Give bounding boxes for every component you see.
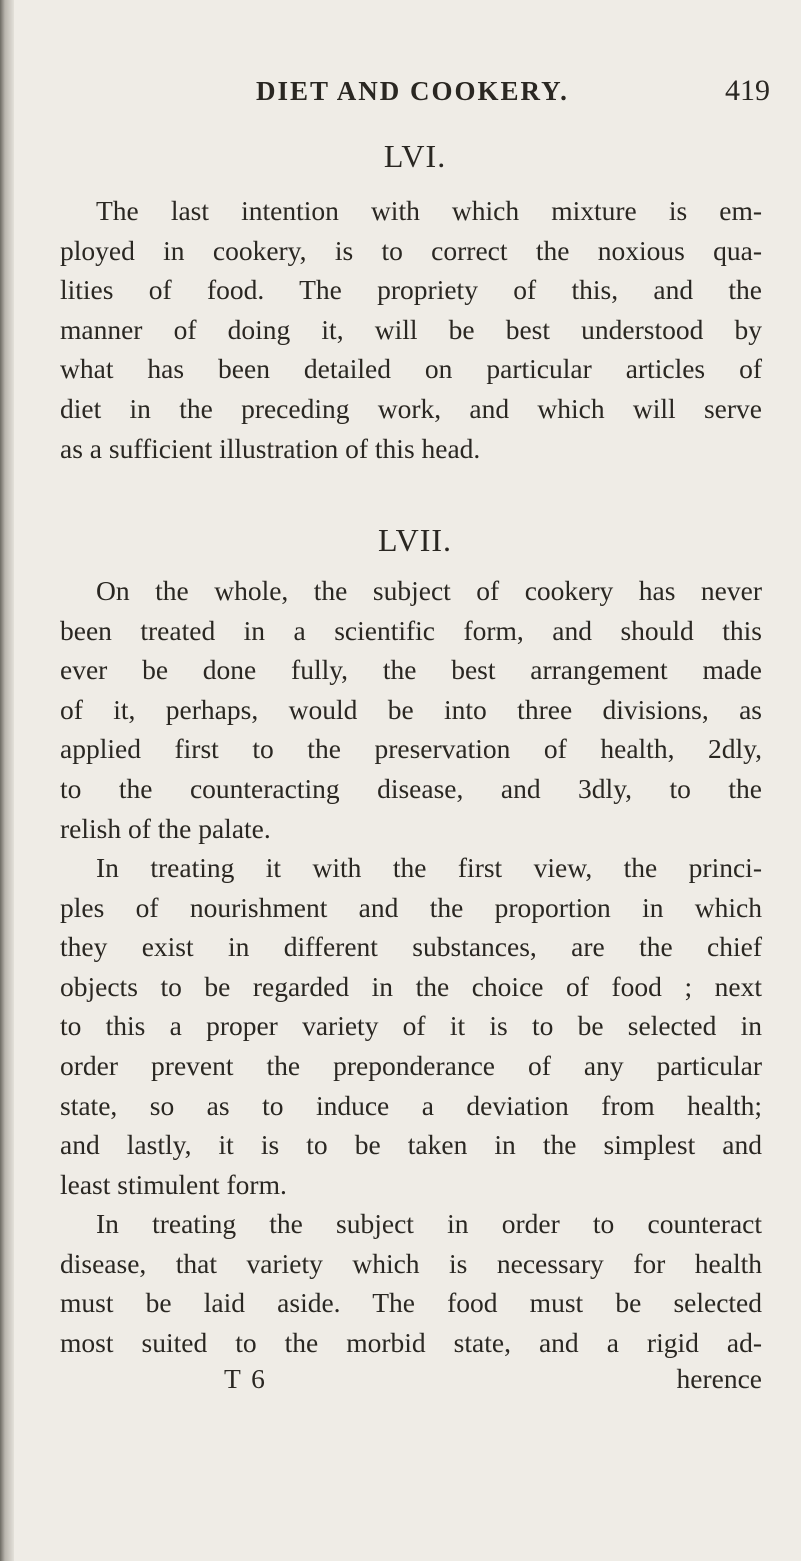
- text-line: been treated in a scientific form, and should this: [60, 614, 762, 646]
- page-binding-edge: [0, 0, 14, 1561]
- paragraph-lvii-2: [60, 848, 762, 1204]
- text-line: manner of doing it, will be best understood by: [60, 313, 762, 345]
- text-line: On the whole, the subject of cookery has never: [96, 575, 762, 606]
- text-line: and lastly, it is to be taken in the simplest and: [60, 1129, 762, 1161]
- signature-mark: T 6: [224, 1363, 267, 1394]
- running-title: DIET AND COOKERY.: [256, 76, 569, 106]
- paragraph-lvii-1: [60, 571, 762, 848]
- text-line: diet in the preceding work, and which will serve: [60, 392, 762, 424]
- text-line: ever be done fully, the best arrangement made: [60, 654, 762, 686]
- text-line: In treating the subject in order to counteract: [96, 1208, 762, 1239]
- text-line: relish of the palate.: [60, 812, 271, 844]
- text-line: objects to be regarded in the choice of food ; next: [60, 970, 762, 1002]
- text-line: order prevent the preponderance of any particular: [60, 1049, 762, 1081]
- text-line: ployed in cookery, is to correct the noxious qua-: [60, 234, 762, 266]
- running-head: [60, 74, 770, 114]
- text-line: to the counteracting disease, and 3dly, to the: [60, 772, 762, 804]
- page-footer: [60, 1363, 762, 1403]
- section-heading-lvi: LVI.: [383, 138, 447, 174]
- text-line: as a sufficient illustration of this head.: [60, 432, 481, 464]
- text-line: to this a proper variety of it is to be selected in: [60, 1010, 762, 1042]
- text-line: they exist in different substances, are the chief: [60, 931, 762, 963]
- text-line: applied first to the preservation of health, 2dly,: [60, 733, 762, 765]
- text-line: state, so as to induce a deviation from health;: [60, 1089, 762, 1121]
- text-line: least stimulent form.: [60, 1168, 287, 1200]
- text-line: The last intention with which mixture is em-: [96, 195, 762, 226]
- text-line: disease, that variety which is necessary for health: [60, 1247, 762, 1279]
- paragraph-lvi-1: [60, 191, 762, 468]
- paragraph-lvii-3: [60, 1204, 762, 1362]
- catchword: herence: [676, 1363, 762, 1394]
- text-line: ples of nourishment and the proportion in which: [60, 891, 762, 923]
- text-line: In treating it with the first view, the princi-: [96, 852, 762, 883]
- text-line: what has been detailed on particular articles of: [60, 353, 762, 385]
- text-line: most suited to the morbid state, and a rigid ad-: [60, 1326, 762, 1358]
- page-number: 419: [725, 74, 770, 107]
- section-heading-lvii: LVII.: [377, 522, 453, 558]
- text-line: of it, perhaps, would be into three divisions, as: [60, 693, 762, 725]
- text-line: lities of food. The propriety of this, and the: [60, 274, 762, 306]
- text-line: must be laid aside. The food must be selected: [60, 1287, 762, 1319]
